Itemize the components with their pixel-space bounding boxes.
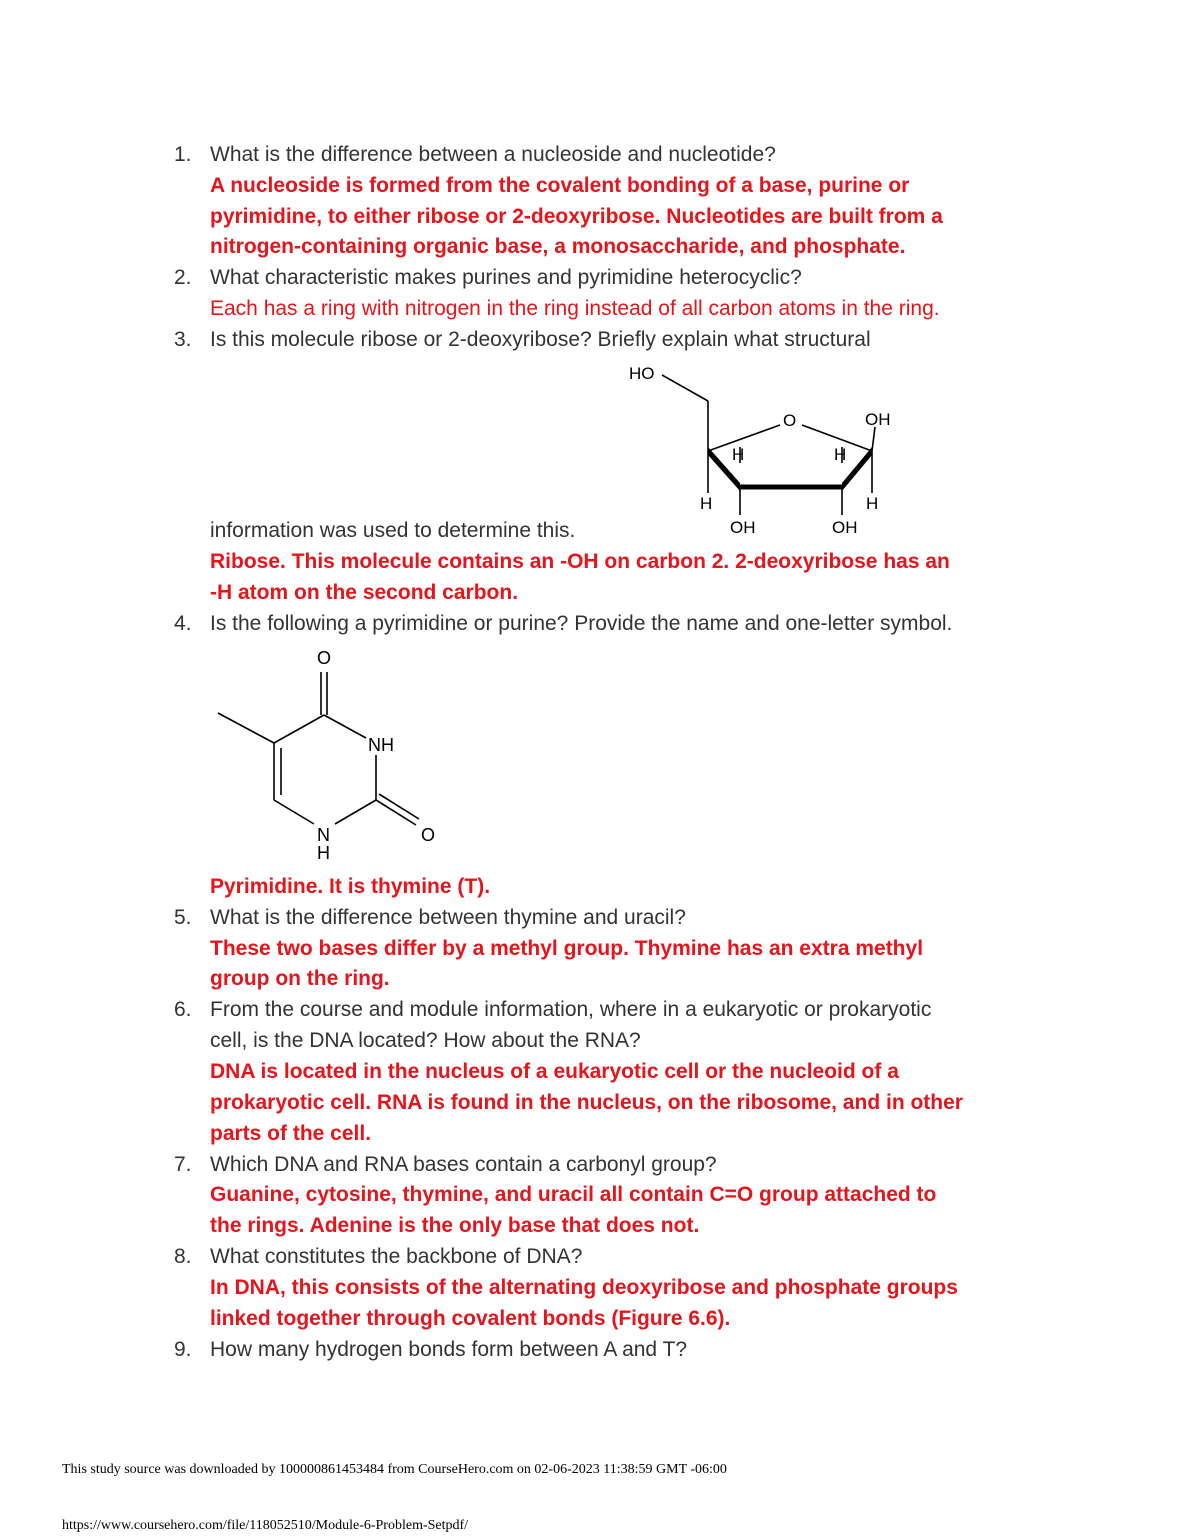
answer-text: pyrimidine, to either ribose or 2-deoxyribose. Nucleotides are built from a xyxy=(210,205,943,228)
h-label: H xyxy=(700,494,713,513)
oxygen-label: O xyxy=(317,648,332,668)
question-text: cell, is the DNA located? How about the RNA? xyxy=(210,1029,641,1052)
nitrogen-label: N xyxy=(317,825,330,845)
answer-text: parts of the cell. xyxy=(210,1122,372,1145)
h-label: H xyxy=(317,843,330,863)
question-text: information was used to determine this. xyxy=(210,519,576,542)
question-number: 9. xyxy=(174,1338,192,1361)
answer-text: Each has a ring with nitrogen in the ring instead of all carbon atoms in the ring. xyxy=(210,297,940,320)
oxygen-label: O xyxy=(421,825,436,845)
source-url-link[interactable]: https://www.coursehero.com/file/118052510/Module-6-Problem-Setpdf/ xyxy=(62,1518,469,1533)
ho-label: HO xyxy=(629,364,655,383)
question-text: Which DNA and RNA bases contain a carbonyl group? xyxy=(210,1153,717,1176)
question-number: 7. xyxy=(174,1153,192,1176)
question-text: How many hydrogen bonds form between A and T? xyxy=(210,1338,688,1361)
answer-text: prokaryotic cell. RNA is found in the nucleus, on the ribosome, and in other xyxy=(210,1091,963,1114)
answer-text: nitrogen-containing organic base, a monosaccharide, and phosphate. xyxy=(210,235,906,258)
thymine-structure-figure xyxy=(210,642,450,867)
question-number: 6. xyxy=(174,998,192,1021)
question-text: Is this molecule ribose or 2-deoxyribose? Briefly explain what structural xyxy=(210,328,871,351)
oh-label: OH xyxy=(865,410,891,429)
h-label: H xyxy=(866,494,879,513)
question-number: 4. xyxy=(174,612,192,635)
answer-text: A nucleoside is formed from the covalent bonding of a base, purine or xyxy=(210,174,910,197)
question-text: What characteristic makes purines and pyrimidine heterocyclic? xyxy=(210,266,802,289)
answer-text: Pyrimidine. It is thymine (T). xyxy=(210,875,491,898)
answer-text: group on the ring. xyxy=(210,967,390,990)
question-text: What is the difference between a nucleoside and nucleotide? xyxy=(210,143,776,166)
question-number: 8. xyxy=(174,1245,192,1268)
answer-text: Ribose. This molecule contains an -OH on carbon 2. 2-deoxyribose has an xyxy=(210,550,950,573)
answer-text: In DNA, this consists of the alternating deoxyribose and phosphate groups xyxy=(210,1276,958,1299)
question-number: 3. xyxy=(174,328,192,351)
ribose-structure-figure xyxy=(620,355,910,545)
answer-text: linked together through covalent bonds (Figure 6.6). xyxy=(210,1307,731,1330)
answer-text: DNA is located in the nucleus of a eukaryotic cell or the nucleoid of a xyxy=(210,1060,899,1083)
question-text: From the course and module information, where in a eukaryotic or prokaryotic xyxy=(210,998,932,1021)
nh-label: NH xyxy=(368,735,394,755)
question-number: 5. xyxy=(174,906,192,929)
answer-text: These two bases differ by a methyl group. Thymine has an extra methyl xyxy=(210,937,924,960)
question-text: What is the difference between thymine and uracil? xyxy=(210,906,686,929)
oh-label: OH xyxy=(832,518,858,537)
answer-text: -H atom on the second carbon. xyxy=(210,581,519,604)
question-text: What constitutes the backbone of DNA? xyxy=(210,1245,583,1268)
answer-text: the rings. Adenine is the only base that does not. xyxy=(210,1214,700,1237)
oh-label: OH xyxy=(730,518,756,537)
h-label: H xyxy=(834,445,847,464)
answer-text: Guanine, cytosine, thymine, and uracil all contain C=O group attached to xyxy=(210,1183,937,1206)
h-label: H xyxy=(732,445,745,464)
ring-oxygen-label: O xyxy=(783,411,797,430)
question-text: Is the following a pyrimidine or purine? Provide the name and one-letter symbol. xyxy=(210,612,953,635)
question-number: 2. xyxy=(174,266,192,289)
question-number: 1. xyxy=(174,143,192,166)
download-source-notice: This study source was downloaded by 100000861453484 from CourseHero.com on 02-06-2023 11:38:59 GMT -06:00 xyxy=(62,1462,727,1477)
